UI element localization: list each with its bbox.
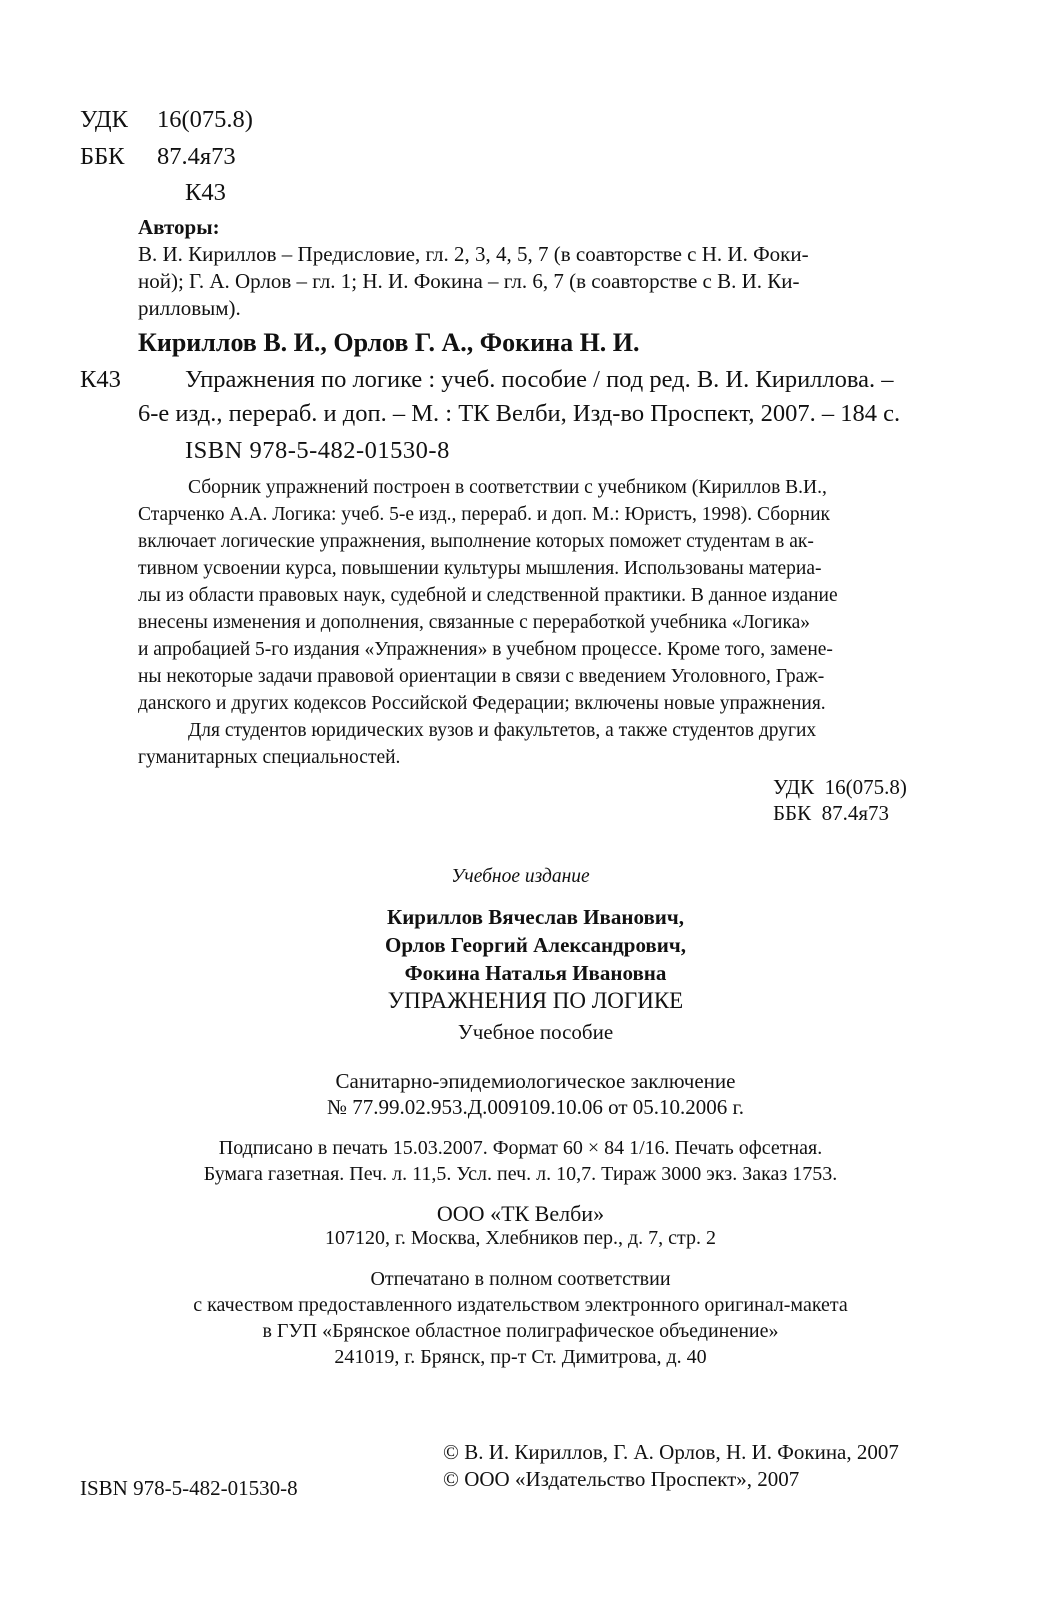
audience-line: Для студентов юридических вузов и факультетов, а также студентов других — [188, 720, 817, 741]
abstract-line: тивном усвоении курса, повышении культуры мышления. Использованы материа- — [138, 558, 822, 579]
sanitary-number: № 77.99.02.953.Д.009109.10.06 от 05.10.2006 г. — [326, 1095, 744, 1119]
copyright-authors: © В. И. Кириллов, Г. А. Орлов, Н. И. Фокина, 2007 — [443, 1440, 899, 1464]
print-details: Бумага газетная. Печ. л. 11,5. Усл. печ. л. 10,7. Тираж 3000 экз. Заказ 1753. — [203, 1163, 838, 1185]
printer-line: 241019, г. Брянск, пр-т Ст. Димитрова, д. 40 — [334, 1346, 707, 1368]
footer-isbn: ISBN 978-5-482-01530-8 — [80, 1476, 298, 1500]
printer-info — [0, 1266, 1041, 1370]
printer-line: с качеством предоставленного издательством электронного оригинал-макета — [193, 1294, 848, 1316]
printer-line: в ГУП «Брянское областное полиграфическое объединение» — [262, 1320, 779, 1342]
authors-heading: Авторы: — [138, 215, 220, 239]
udk-value: 16(075.8) — [157, 106, 253, 133]
full-author: Фокина Наталья Ивановна — [404, 961, 667, 985]
udk-right: УДК 16(075.8) — [773, 775, 907, 799]
bibliographic-mark: К43 — [80, 366, 121, 393]
abstract-line: ны некоторые задачи правовой ориентации в связи с введением Уголовного, Граж- — [138, 666, 825, 687]
full-authors — [0, 903, 1041, 987]
publisher-name: ООО «ТК Велби» — [436, 1201, 605, 1226]
full-author: Орлов Георгий Александрович, — [385, 933, 686, 957]
abstract — [138, 474, 938, 771]
bbk-label: ББК — [80, 143, 125, 170]
book-title: УПРАЖНЕНИЯ ПО ЛОГИКЕ — [387, 988, 684, 1013]
publisher-address: 107120, г. Москва, Хлебников пер., д. 7, стр. 2 — [324, 1227, 717, 1249]
authors-contributions — [138, 241, 938, 322]
abstract-line: и апробацией 5-го издания «Упражнения» в учебном процессе. Кроме того, замене- — [138, 639, 833, 660]
authors-line: рилловым). — [138, 296, 241, 320]
abstract-line: Старченко А.А. Логика: учеб. 5-е изд., перераб. и доп. М.: Юристъ, 1998). Сборник — [138, 504, 831, 525]
authors-line: В. И. Кириллов – Предисловие, гл. 2, 3, 4, 5, 7 (в соавторстве с Н. И. Фоки- — [138, 242, 809, 266]
abstract-line: включает логические упражнения, выполнение которых поможет студентам в ак- — [138, 531, 814, 552]
print-details: Подписано в печать 15.03.2007. Формат 60 × 84 1/16. Печать офсетная. — [218, 1137, 823, 1159]
bibliographic-title-line: 6-е изд., перераб. и доп. – М. : ТК Велби, Изд-во Проспект, 2007. – 184 с. — [138, 400, 901, 427]
bibliographic-title-line: Упражнения по логике : учеб. пособие / под ред. В. И. Кириллова. – — [185, 366, 894, 393]
abstract-line: внесены изменения и дополнения, связанные с переработкой учебника «Логика» — [138, 612, 811, 633]
book-subtitle: Учебное пособие — [457, 1020, 614, 1044]
author-mark: К43 — [185, 179, 226, 206]
edition-type: Учебное издание — [451, 866, 590, 887]
bbk-right: ББК 87.4я73 — [773, 801, 890, 825]
authors-line: ной); Г. А. Орлов – гл. 1; Н. И. Фокина – гл. 6, 7 (в соавторстве с В. И. Ки- — [138, 269, 800, 293]
sanitary-conclusion: Санитарно-эпидемиологическое заключение — [335, 1069, 736, 1093]
bibliographic-isbn: ISBN 978-5-482-01530-8 — [185, 437, 450, 464]
bibliographic-authors: Кириллов В. И., Орлов Г. А., Фокина Н. И. — [138, 328, 640, 357]
printer-line: Отпечатано в полном соответствии — [370, 1268, 671, 1290]
bbk-value: 87.4я73 — [157, 143, 236, 170]
abstract-line: Сборник упражнений построен в соответствии с учебником (Кириллов В.И., — [188, 477, 827, 498]
abstract-line: лы из области правовых наук, судебной и следственной практики. В данное издание — [138, 585, 838, 606]
udk-label: УДК — [80, 106, 128, 133]
copyright-publisher: © ООО «Издательство Проспект», 2007 — [443, 1467, 800, 1491]
audience-line: гуманитарных специальностей. — [138, 747, 401, 768]
abstract-line: данского и других кодексов Российской Федерации; включены новые упражнения. — [138, 693, 826, 714]
full-author: Кириллов Вячеслав Иванович, — [386, 905, 684, 929]
